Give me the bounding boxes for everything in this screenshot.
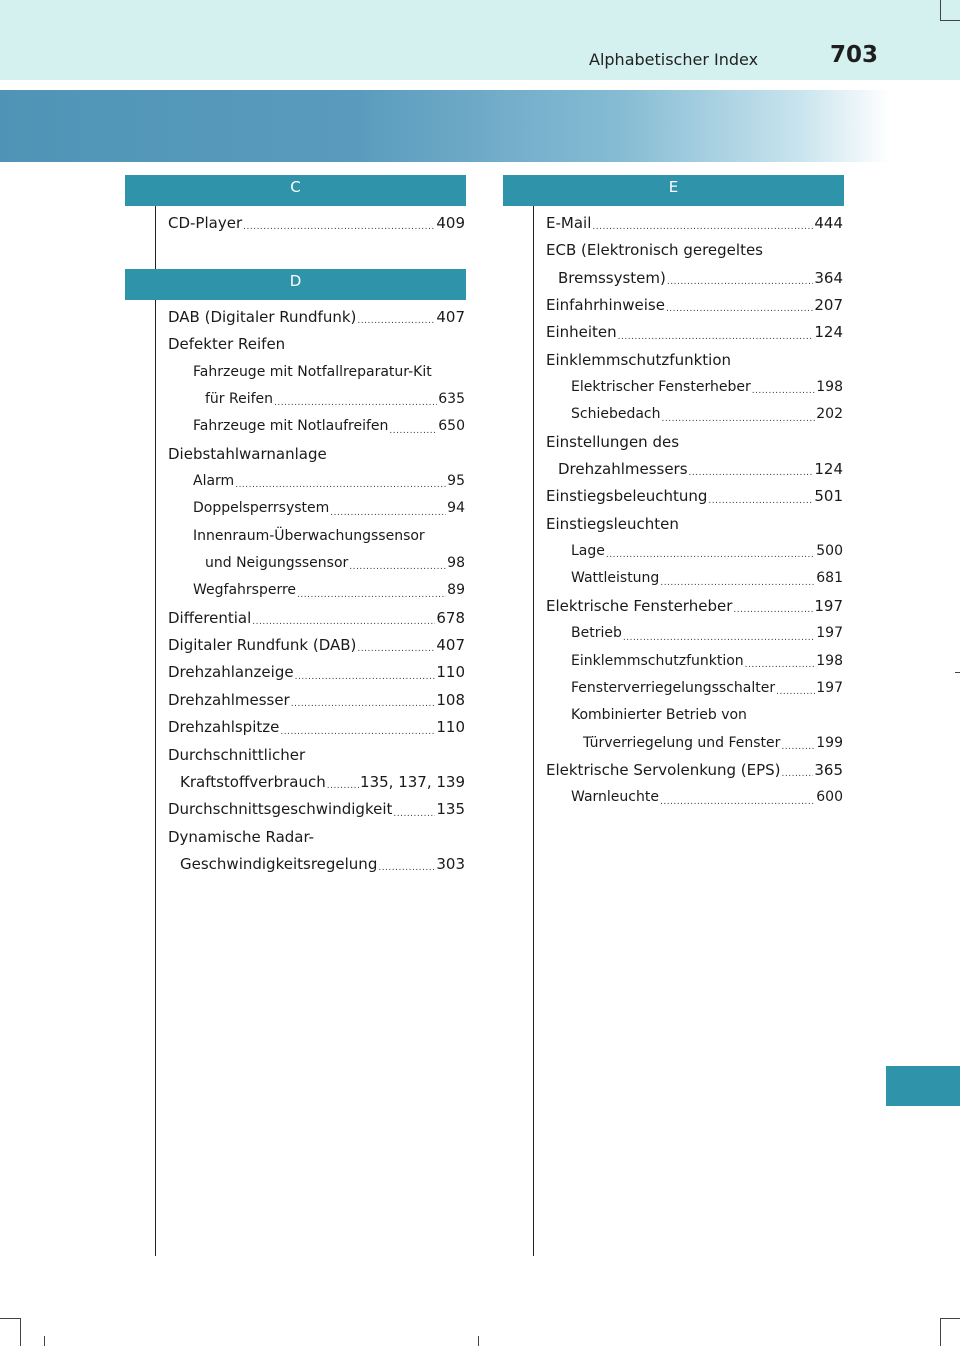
index-entry: Dynamische Radar- xyxy=(168,827,315,846)
crop-mark xyxy=(44,1336,45,1346)
crop-mark xyxy=(0,1318,20,1319)
index-subentry: Kombinierter Betrieb von xyxy=(571,707,747,724)
section-letter: C xyxy=(290,178,301,196)
index-entry: Drehzahlmessers ..... 124 xyxy=(546,456,843,483)
index-entry: Durchschnittsgeschwindigkeit ..... 135 xyxy=(168,796,465,823)
section-header-d xyxy=(125,269,466,300)
index-entry: ECB (Elektronisch geregeltes xyxy=(546,241,763,260)
header-band xyxy=(0,0,960,80)
index-subentry: Einklemmschutzfunktion ..... 198 xyxy=(546,648,843,675)
index-entry: Einfahrhinweise ..... 207 xyxy=(546,292,843,319)
index-entry: Defekter Reifen xyxy=(168,335,286,354)
index-entry: Drehzahlanzeige ..... 110 xyxy=(168,659,465,686)
index-subentry: Elektrischer Fensterheber ..... 198 xyxy=(546,374,843,401)
crop-mark xyxy=(940,0,941,20)
section-letter: E xyxy=(668,178,679,196)
index-entry: Drehzahlmesser ..... 108 xyxy=(168,687,465,714)
index-subentry: Warnleuchte ..... 600 xyxy=(546,784,843,811)
section-letter: D xyxy=(289,272,302,290)
index-entry: Einstellungen des xyxy=(546,432,680,451)
section-d-list xyxy=(168,304,465,878)
index-subentry: und Neigungssensor ..... 98 xyxy=(168,550,465,577)
index-subentry: Innenraum-Überwachungssensor xyxy=(193,527,425,544)
page-number: 703 xyxy=(830,42,879,68)
index-entry: Drehzahlspitze ..... 110 xyxy=(168,714,465,741)
index-entry: Durchschnittlicher xyxy=(168,745,306,764)
right-column-rule xyxy=(533,206,534,1256)
index-subentry: Betrieb ..... 197 xyxy=(546,620,843,647)
index-subentry: Wegfahrsperre ..... 89 xyxy=(168,577,465,604)
crop-mark xyxy=(20,1318,21,1346)
crop-mark xyxy=(940,1318,941,1346)
section-header-c xyxy=(125,175,466,206)
index-entry: Diebstahlwarnanlage xyxy=(168,444,327,463)
index-entry: E-Mail ..... 444 xyxy=(546,210,843,237)
index-subentry: Türverriegelung und Fenster ..... 199 xyxy=(546,730,843,757)
index-entry: Kraftstoffverbrauch ..... 135, 137, 139 xyxy=(168,769,465,796)
index-subentry: Fensterverriegelungsschalter ..... 197 xyxy=(546,675,843,702)
index-entry: Einstiegsbeleuchtung ..... 501 xyxy=(546,483,843,510)
index-subentry: Doppelsperrsystem ..... 94 xyxy=(168,495,465,522)
index-subentry: Schiebedach ..... 202 xyxy=(546,401,843,428)
crop-mark xyxy=(940,20,960,21)
chapter-thumb-tab xyxy=(886,1066,960,1106)
decorative-gradient-band xyxy=(0,90,890,162)
index-entry: Einstiegsleuchten xyxy=(546,514,679,533)
crop-mark xyxy=(955,672,960,673)
crop-mark xyxy=(940,1318,960,1319)
index-subentry: Fahrzeuge mit Notfallreparatur-Kit xyxy=(193,363,432,380)
crop-mark xyxy=(478,1336,479,1346)
index-entry: Einheiten ..... 124 xyxy=(546,319,843,346)
index-subentry: für Reifen ..... 635 xyxy=(168,386,465,413)
index-entry: Elektrische Servolenkung (EPS) ..... 365 xyxy=(546,757,843,784)
index-entry: Einklemmschutzfunktion xyxy=(546,350,732,369)
section-c-list xyxy=(168,210,465,237)
index-entry: Geschwindigkeitsregelung ..... 303 xyxy=(168,851,465,878)
index-subentry: Wattleistung ..... 681 xyxy=(546,565,843,592)
index-entry: Digitaler Rundfunk (DAB) ..... 407 xyxy=(168,632,465,659)
index-entry: Differential ..... 678 xyxy=(168,605,465,632)
index-entry: Elektrische Fensterheber ..... 197 xyxy=(546,593,843,620)
section-header-e xyxy=(503,175,844,206)
section-e-list xyxy=(546,210,843,812)
index-subentry: Alarm ..... 95 xyxy=(168,468,465,495)
index-entry: Bremssystem) ..... 364 xyxy=(546,265,843,292)
index-entry: CD-Player ..... 409 xyxy=(168,210,465,237)
index-entry: DAB (Digitaler Rundfunk) ..... 407 xyxy=(168,304,465,331)
left-column-rule xyxy=(155,206,156,1256)
index-subentry: Fahrzeuge mit Notlaufreifen ..... 650 xyxy=(168,413,465,440)
running-header-title: Alphabetischer Index xyxy=(589,50,759,69)
index-subentry: Lage ..... 500 xyxy=(546,538,843,565)
